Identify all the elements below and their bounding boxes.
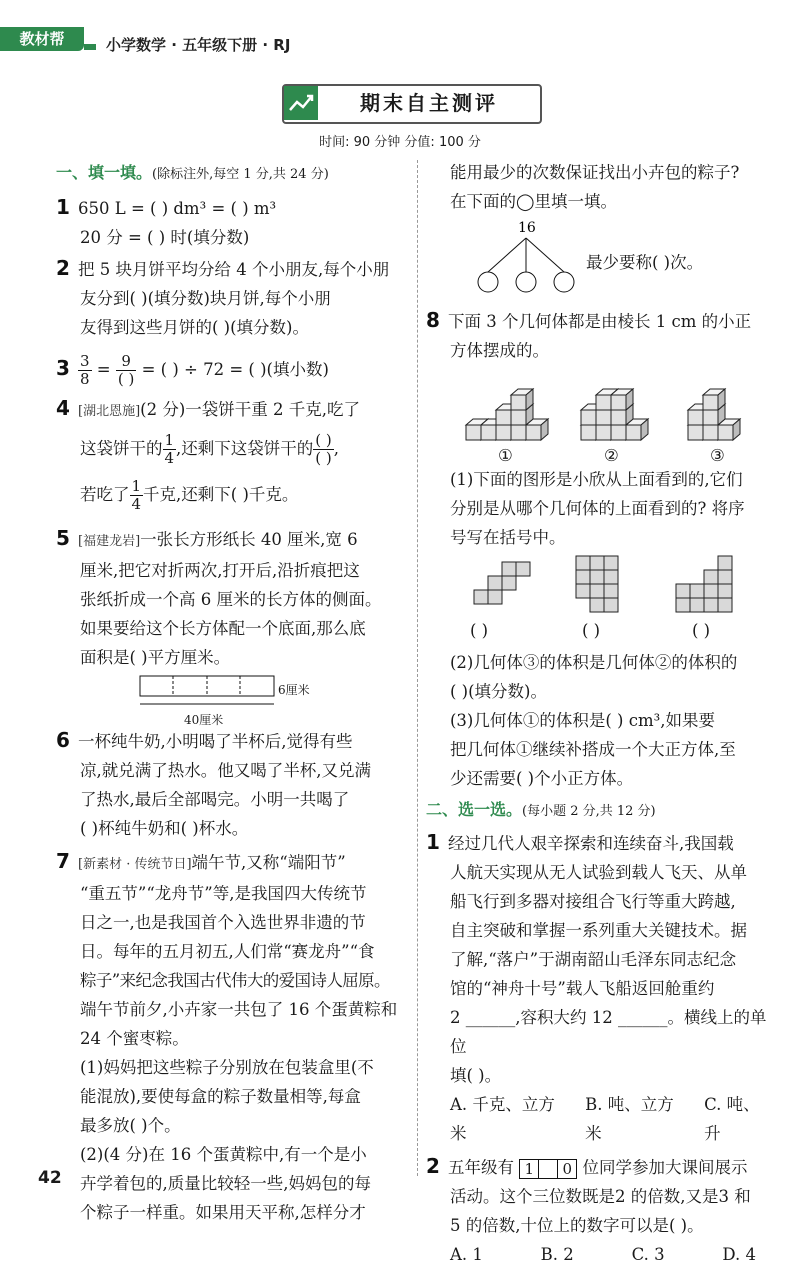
question-5 <box>56 524 412 556</box>
solid-label: ① <box>498 446 513 465</box>
view-square <box>676 598 690 612</box>
balance-tree-figure <box>426 216 776 296</box>
question-number: 4 <box>56 396 70 420</box>
question-text: (2)几何体③的体积是几何体②的体积的 <box>450 653 738 672</box>
section-note: (除标注外,每空 1 分,共 24 分) <box>152 167 329 182</box>
choice-2 <box>426 1152 776 1182</box>
question-text: 下面 3 个几何体都是由棱长 1 cm 的小正 <box>448 312 752 331</box>
brand-tag: 教材帮 <box>0 27 84 51</box>
figure-label: 6厘米 <box>278 683 310 697</box>
question-text: 填( )。 <box>450 1066 502 1085</box>
figure-label: 40厘米 <box>184 713 224 727</box>
question-text: ( )(填分数)。 <box>450 682 547 701</box>
question-number: 2 <box>56 256 70 280</box>
option-a[interactable]: A. 千克、立方米 <box>450 1095 555 1143</box>
book-title: 小学数学 · 五年级下册 · RJ <box>106 36 291 54</box>
question-text: 日。每年的五月初五,人们常“赛龙舟”“食 <box>80 942 375 961</box>
source-tag: [新素材 · 传统节日] <box>78 857 192 872</box>
question-4-line3: 若吃了 $\frac{1}{4}$ 千克,还剩下( )千克。 <box>80 477 299 513</box>
view-square <box>502 562 516 576</box>
view-square <box>604 584 618 598</box>
question-text: 张纸折成一个高 6 厘米的长方体的侧面。 <box>80 590 382 609</box>
question-text: 经过几代人艰辛探索和连续奋斗,我国载 <box>448 834 734 853</box>
question-number: 3 <box>56 356 70 380</box>
question-text: 方体摆成的。 <box>450 341 549 360</box>
question-text: 在下面的◯里填一填。 <box>450 192 617 211</box>
column-divider <box>417 160 419 1176</box>
question-text: 了热水,最后全部喝完。小明一共喝了 <box>80 790 350 809</box>
question-text: ( )杯纯牛奶和( )杯水。 <box>80 819 249 838</box>
question-text: 位同学参加大课间展示 <box>582 1158 748 1177</box>
question-4 <box>56 394 412 426</box>
question-text: 自主突破和掌握一系列重大关键技术。据 <box>450 921 747 940</box>
option-c[interactable]: C. 吨、升 <box>704 1095 760 1143</box>
question-4-line2: 这袋饼干的 $\frac{1}{4}$ ,还剩下这袋饼干的 $\frac{( )}{( )}$ , <box>80 431 340 467</box>
choice-2-options <box>426 1240 776 1269</box>
question-text: 五年级有 <box>448 1158 514 1177</box>
top-views-figure <box>426 552 776 648</box>
question-text: 人航天实现从无人试验到载人飞天、从单 <box>450 863 747 882</box>
question-number: 8 <box>426 308 440 332</box>
view-square <box>576 584 590 598</box>
view-square <box>576 556 590 570</box>
view-square <box>604 598 618 612</box>
view-square <box>590 556 604 570</box>
question-2 <box>56 254 412 284</box>
option-b[interactable]: B. 吨、立方米 <box>585 1095 674 1143</box>
view-square <box>718 598 732 612</box>
page-title: 期末自主测评 <box>360 91 498 115</box>
question-text: 活动。这个三位数既是2 的倍数,又是3 和 <box>450 1187 751 1206</box>
question-text: (2)(4 分)在 16 个蛋黄粽中,有一个是小 <box>80 1145 367 1164</box>
question-number: 6 <box>56 728 70 752</box>
view-square <box>690 584 704 598</box>
question-text: 日之一,也是我国首个入选世界非遗的节 <box>80 913 366 932</box>
view-square <box>718 570 732 584</box>
source-tag: [湖北恩施] <box>78 404 141 419</box>
question-text: 船飞行到多器对接组合飞行等重大跨越, <box>450 892 736 911</box>
question-text: 端午节前夕,小卉家一共包了 16 个蛋黄粽和 <box>80 1000 398 1019</box>
question-text: 把 5 块月饼平均分给 4 个小朋友,每个小朋 <box>78 260 390 279</box>
tree-root-label: 16 <box>518 220 536 236</box>
unit-cube <box>511 389 533 410</box>
digit-box: 0 <box>557 1159 577 1179</box>
option-b[interactable]: B. 2 <box>540 1245 574 1264</box>
question-number: 5 <box>56 526 70 550</box>
choice-1-options <box>426 1090 776 1148</box>
question-text: 能用最少的次数保证找出小卉包的粽子? <box>450 163 740 182</box>
question-text: 最多放( )个。 <box>80 1116 181 1135</box>
paper-strip-figure <box>136 672 412 727</box>
digit-box: 1 <box>519 1159 539 1179</box>
question-text: 友分到( )(填分数)块月饼,每个小朋 <box>80 289 331 308</box>
view-square <box>590 584 604 598</box>
option-c[interactable]: C. 3 <box>631 1245 665 1264</box>
view-square <box>488 576 502 590</box>
view-square <box>704 584 718 598</box>
option-d[interactable]: D. 4 <box>722 1245 756 1264</box>
page-number: 42 <box>38 1168 62 1188</box>
question-text: 友得到这些月饼的( )(填分数)。 <box>80 318 309 337</box>
question-text: (1)妈妈把这些粽子分别放在包装盒里(不 <box>80 1058 374 1077</box>
question-text: 粽子”来纪念我国古代伟大的爱国诗人屈原。 <box>80 971 390 990</box>
question-text: 卉学着包的,质量比较轻一些,妈妈包的每 <box>80 1174 371 1193</box>
solid-label: ③ <box>710 446 725 465</box>
question-text: 一张长方形纸长 40 厘米,宽 6 <box>140 530 358 549</box>
unit-cube <box>611 389 633 410</box>
question-7 <box>56 847 412 879</box>
view-square <box>576 570 590 584</box>
answer-blank[interactable]: ( ) <box>470 621 489 640</box>
view-square <box>502 576 516 590</box>
question-text: 2 ______,容积大约 12 ______。横线上的单位 <box>450 1008 767 1056</box>
question-number: 2 <box>426 1154 440 1178</box>
view-square <box>516 562 530 576</box>
question-text: 凉,就兑满了热水。他又喝了半杯,又兑满 <box>80 761 371 780</box>
digit-box-empty[interactable] <box>539 1159 557 1179</box>
question-text: 号写在括号中。 <box>450 528 566 547</box>
question-number: 1 <box>426 830 440 854</box>
solid-label: ② <box>604 446 619 465</box>
question-text: 650 L = ( ) dm³ = ( ) m³ <box>78 199 277 218</box>
tag-accent-bar <box>84 44 96 50</box>
choice-1 <box>426 828 776 858</box>
trend-icon <box>284 86 318 120</box>
view-square <box>690 598 704 612</box>
question-text: 馆的“神舟十号”载人飞船返回舱重约 <box>450 979 715 998</box>
question-text: 分别是从哪个几何体的上面看到的? 将序 <box>450 499 745 518</box>
question-text: 5 的倍数,十位上的数字可以是( )。 <box>450 1216 704 1235</box>
solids-figure <box>426 365 776 465</box>
question-number: 1 <box>56 195 70 219</box>
question-text: (3)几何体①的体积是( ) cm³,如果要 <box>450 711 715 730</box>
section-title: 一、填一填。 <box>56 163 153 182</box>
view-square <box>590 598 604 612</box>
unit-cube <box>703 389 725 410</box>
right-column <box>426 158 776 1269</box>
question-8 <box>426 306 776 336</box>
view-square <box>676 584 690 598</box>
exam-meta: 时间: 90 分钟 分值: 100 分 <box>319 135 481 150</box>
question-text: 最少要称( )次。 <box>586 253 704 272</box>
section-note: (每小题 2 分,共 12 分) <box>522 804 656 819</box>
question-1-line2: 20 分 = ( ) 时(填分数) <box>80 228 250 247</box>
question-text: “重五节”“龙舟节”等,是我国四大传统节 <box>80 884 367 903</box>
question-text: = ( ) ÷ 72 = ( )(填小数) <box>136 360 329 379</box>
section-title: 二、选一选。 <box>426 800 523 819</box>
question-text: 一杯纯牛奶,小明喝了半杯后,觉得有些 <box>78 732 353 751</box>
view-square <box>604 556 618 570</box>
section-heading <box>56 158 412 189</box>
question-text: 把几何体①继续补搭成一个大正方体,至 <box>450 740 736 759</box>
answer-blank[interactable]: ( ) <box>692 621 711 640</box>
question-3: 3 $\frac{3}{8}$ = $\frac{9}{( )}$ = ( ) ÷ 72 = ( )(填小数) <box>56 348 412 390</box>
view-square <box>488 590 502 604</box>
option-a[interactable]: A. 1 <box>450 1245 483 1264</box>
answer-blank[interactable]: ( ) <box>582 621 601 640</box>
question-text: 端午节,又称“端阳节” <box>191 853 346 872</box>
question-number: 7 <box>56 849 70 873</box>
fraction: $\frac{3}{8}$ <box>80 352 90 388</box>
view-square <box>474 590 488 604</box>
question-text: 了解,“落户”于湖南韶山毛泽东同志纪念 <box>450 950 737 969</box>
view-square <box>604 570 618 584</box>
view-square <box>718 584 732 598</box>
question-text: 厘米,把它对折两次,打开后,沿折痕把这 <box>80 561 360 580</box>
fraction: $\frac{9}{( )}$ <box>117 352 135 388</box>
question-text: 如果要给这个长方体配一个底面,那么底 <box>80 619 366 638</box>
question-text: 24 个蜜枣粽。 <box>80 1029 189 1048</box>
question-text: 能混放),要使每盒的粽子数量相等,每盒 <box>80 1087 361 1106</box>
view-square <box>704 570 718 584</box>
question-text: 个粽子一样重。如果用天平称,怎样分才 <box>80 1203 366 1222</box>
question-text: 少还需要( )个小正方体。 <box>450 769 634 788</box>
source-tag: [福建龙岩] <box>78 534 141 549</box>
view-square <box>718 556 732 570</box>
question-text: 面积是( )平方厘米。 <box>80 648 231 667</box>
left-column <box>56 158 412 1227</box>
question-text: (2 分)一袋饼干重 2 千克,吃了 <box>140 400 361 419</box>
question-text: (1)下面的图形是小欣从上面看到的,它们 <box>450 470 743 489</box>
view-square <box>704 598 718 612</box>
section-heading <box>426 795 776 826</box>
question-1 <box>56 193 412 223</box>
question-6 <box>56 726 412 756</box>
view-square <box>590 570 604 584</box>
